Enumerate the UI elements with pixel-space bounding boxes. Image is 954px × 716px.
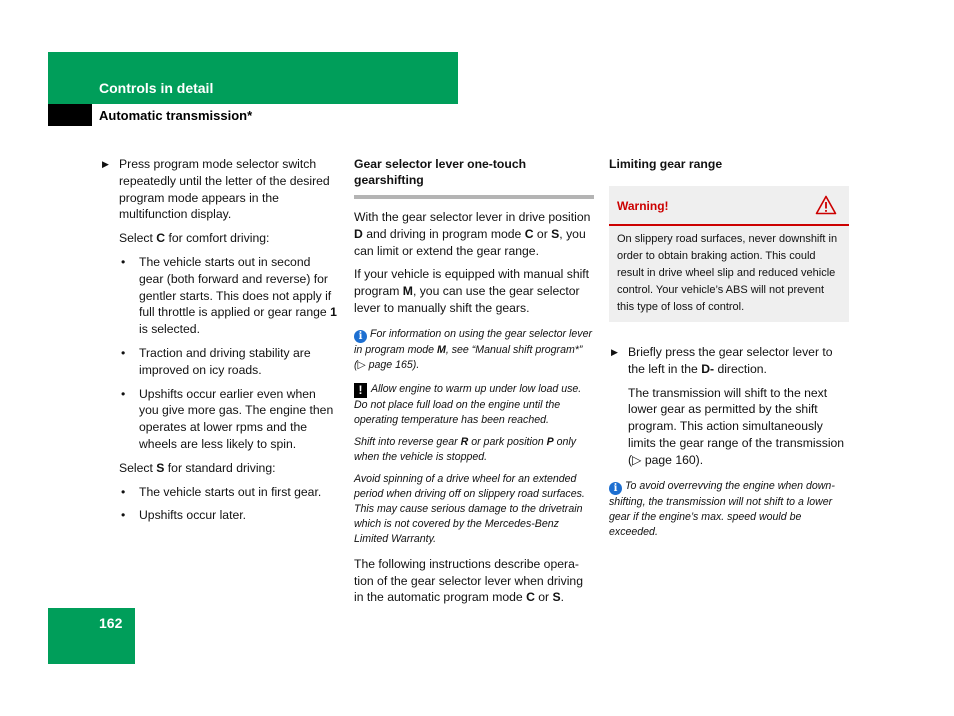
page-number: 162	[99, 615, 123, 631]
list-item: • Upshifts occur later.	[121, 508, 247, 523]
column-1	[100, 156, 338, 531]
instruction-step: ▶ Briefly press the gear selector lever to the left in the D- direction.	[611, 345, 833, 376]
paragraph: With the gear selector lever in drive position D and driving in program mode C or S, you can limit or extend the gear range.	[354, 210, 591, 258]
select-standard: Select S for standard driving:	[119, 460, 276, 475]
subheading-one-touch: Gear selector lever one-touch gearshifting	[354, 157, 527, 187]
paragraph: If your vehicle is equipped with manual shift program M, you can use the gear selector lever to manually shift the gears.	[354, 267, 590, 315]
select-comfort: Select C for comfort driving:	[119, 231, 270, 246]
section-title: Controls in detail	[99, 80, 214, 96]
header-tab	[48, 104, 92, 126]
bullet-icon: •	[121, 508, 126, 523]
list-item: • The vehicle starts out in second gear (both forward and reverse) for gentler starts. This does not apply if full throttle is applied or gear range 1 is selected.	[121, 254, 337, 337]
subsection-title: Automatic transmission*	[99, 108, 253, 123]
info-icon: i	[609, 482, 622, 495]
warning-header	[609, 186, 849, 226]
warning-title: Warning!	[617, 199, 669, 213]
info-note: i For information on using the gear selector lever in program mode M, see “Manual shift program*” (▷ page 165).	[354, 327, 592, 371]
caution-note-reverse: Shift into reverse gear R or park position P only when the vehicle is stopped.	[354, 435, 577, 463]
header-band	[48, 52, 458, 104]
paragraph: The following instructions describe operation of the gear selector lever when driving in the automatic program mode C or S.	[354, 556, 583, 605]
warning-triangle-icon	[815, 195, 837, 215]
column-3	[609, 156, 849, 547]
list-item: • Upshifts occur earlier even when you give more gas. The engine then operates at lower rpms and the wheels are less likely to spin.	[121, 386, 334, 451]
caution-note: ! Allow engine to warm up under low load use. Do not place full load on the engine until the operating temperature has been reached.	[354, 382, 582, 426]
column-2	[354, 156, 594, 613]
paragraph: The transmission will shift to the next lower gear as permitted by the shift program. This action simultaneously limits the gear range of the transmission (▷ page 160).	[628, 385, 845, 467]
bullet-icon: •	[121, 386, 126, 401]
caution-note-spin: Avoid spinning of a drive wheel for an extended period when driving off on slippery road surfaces. This may cause serious damage to the drivetrain which is not covered by the Mercedes-Benz Limited Warranty.	[354, 472, 585, 545]
arrow-right-icon: ▶	[611, 347, 618, 357]
bullet-icon: •	[121, 254, 126, 269]
warning-box	[609, 186, 849, 322]
arrow-right-icon: ▶	[102, 159, 109, 169]
info-icon: i	[354, 330, 367, 343]
bullet-icon: •	[121, 484, 126, 499]
heading-rule	[354, 195, 594, 199]
list-item: • The vehicle starts out in first gear.	[121, 484, 322, 499]
caution-icon: !	[354, 383, 367, 398]
subheading-limiting: Limiting gear range	[609, 157, 723, 171]
instruction-step: ▶ Press program mode selector switch repeatedly until the letter of the desired program mode appears in the multifunction display.	[102, 157, 330, 222]
warning-text: On slippery road surfaces, never downshift in order to obtain braking action. This could result in drive wheel slip and reduced vehicle control. Your vehicle’s ABS will not prevent this type of loss of control.	[617, 233, 838, 313]
list-item: • Traction and driving stability are improved on icy roads.	[121, 345, 311, 377]
info-note: i To avoid overrevving the engine when downshifting, the transmission will not shift to a lower gear if the engine’s max. speed would be exceeded.	[609, 479, 835, 538]
bullet-icon: •	[121, 345, 126, 360]
